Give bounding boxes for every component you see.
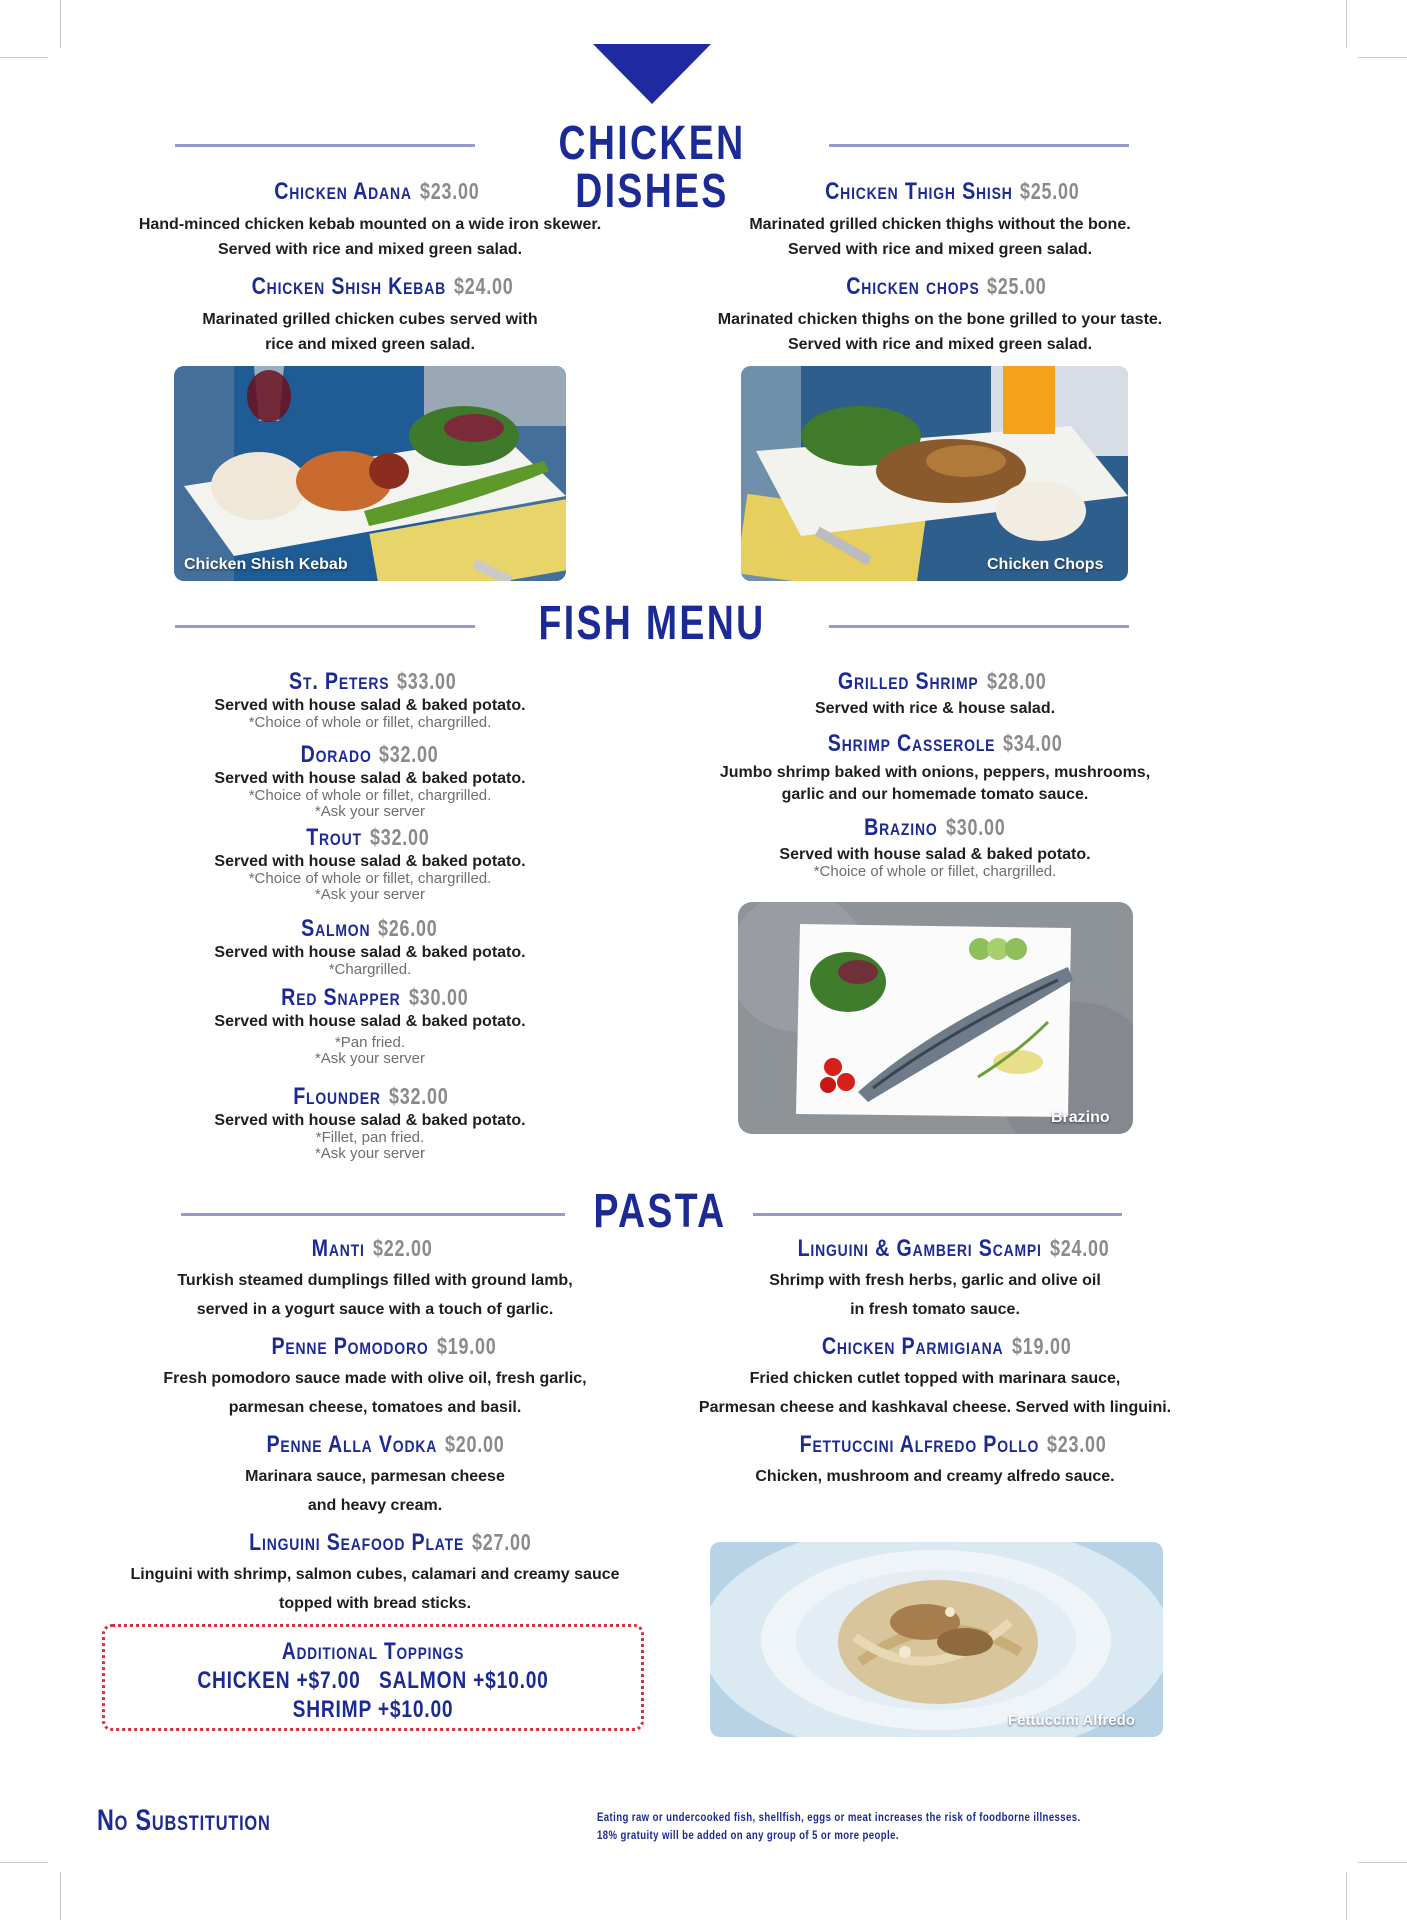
item-note: *Choice of whole or fillet, chargrilled. [248, 870, 492, 887]
section-divider [175, 144, 475, 147]
photo-brazino [738, 902, 1133, 1134]
item-note: *Ask your server [314, 1050, 426, 1067]
item-description: Hand-minced chicken kebab mounted on a wide iron skewer. Served with rice and mixed green salad. [138, 216, 602, 258]
item-name: Penne Pomodoro [271, 1333, 429, 1360]
item-name: Manti [312, 1235, 366, 1262]
item-price: $30.00 [408, 984, 469, 1010]
item-name: Penne Alla Vodka [266, 1431, 437, 1458]
item-price: $32.00 [379, 741, 439, 767]
item-price: $34.00 [1002, 730, 1063, 756]
item-description: Marinara sauce, parmesan cheese and heavy cream. [245, 1468, 505, 1514]
photo-chicken-shish-kebab [174, 366, 566, 581]
item-description: Fresh pomodoro sauce made with olive oil, fresh garlic, parmesan cheese, tomatoes and basil. [163, 1370, 587, 1416]
menu-item-chicken-shish-kebab [90, 275, 650, 357]
crop-mark [1358, 1862, 1407, 1863]
item-price: $25.00 [1020, 178, 1080, 204]
no-substitution-label: No Substitution [97, 1804, 271, 1837]
item-description: Turkish steamed dumplings filled with ground lamb, served in a yogurt sauce with a touch of garlic. [177, 1272, 573, 1318]
item-price: $32.00 [369, 824, 430, 850]
menu-item-linguini-seafood-plate [90, 1531, 660, 1618]
item-name: Linguini & Gamberi Scampi [797, 1235, 1042, 1262]
item-name: Brazino [864, 814, 938, 841]
photo-caption: Fettuccini Alfredo [1008, 1712, 1135, 1729]
item-price: $24.00 [1049, 1235, 1110, 1261]
item-name: Fettuccini Alfredo Pollo [799, 1431, 1039, 1458]
item-description: Served with house salad & baked potato. [214, 770, 526, 787]
footer-disclaimer-line: Eating raw or undercooked fish, shellfish, eggs or meat increases the risk of foodborne illnesses. [597, 1810, 1081, 1824]
item-name: Chicken Shish Kebab [251, 273, 447, 300]
item-description: Served with house salad & baked potato. [214, 944, 526, 961]
item-price: $32.00 [389, 1083, 449, 1109]
item-note: *Choice of whole or fillet, chargrilled. [248, 787, 492, 804]
menu-item-linguini-gamberi-scampi [660, 1237, 1210, 1324]
section-title-pasta: PASTA [593, 1185, 727, 1238]
photo-caption: Chicken Chops [987, 556, 1104, 573]
section-divider [829, 144, 1129, 147]
section-title-chicken: CHICKEN DISHES [558, 117, 746, 218]
item-price: $23.00 [1046, 1431, 1107, 1457]
photo-fettuccini-alfredo [710, 1542, 1163, 1737]
item-name: Chicken Thigh Shish [824, 178, 1013, 205]
top-triangle-marker [593, 44, 711, 104]
item-description: Served with house salad & baked potato. [214, 1013, 526, 1030]
crop-mark [1346, 1872, 1347, 1920]
menu-item-chicken-chops [660, 275, 1220, 357]
food-image [174, 366, 566, 581]
item-name: Linguini Seafood Plate [248, 1529, 464, 1556]
photo-chicken-chops [741, 366, 1128, 581]
item-price: $25.00 [987, 273, 1047, 299]
section-title-fish: FISH MENU [538, 597, 766, 650]
menu-item-chicken-adana [90, 180, 650, 262]
item-price: $19.00 [436, 1333, 497, 1359]
menu-item-flounder [120, 1085, 620, 1162]
item-name: Salmon [300, 915, 370, 942]
food-image [710, 1542, 1163, 1737]
item-note: *Ask your server [314, 886, 426, 903]
item-name: Red Snapper [281, 984, 401, 1011]
item-note: *Choice of whole or fillet, chargrilled. [813, 863, 1057, 880]
menu-item-trout [120, 826, 620, 903]
item-name: Shrimp Casserole [827, 730, 995, 757]
crop-mark [0, 1862, 48, 1863]
item-description: Served with house salad & baked potato. [214, 853, 526, 870]
food-image [738, 902, 1133, 1134]
item-description: Marinated chicken thighs on the bone grilled to your taste. Served with rice and mixed green salad. [717, 311, 1163, 353]
item-note: *Chargrilled. [328, 961, 412, 978]
item-price: $27.00 [471, 1529, 532, 1555]
item-price: $28.00 [986, 668, 1047, 694]
item-description: Jumbo shrimp baked with onions, peppers, mushrooms, garlic and our homemade tomato sauce. [719, 764, 1151, 803]
item-description: Served with house salad & baked potato. [779, 846, 1091, 863]
item-name: Grilled Shrimp [837, 668, 979, 695]
section-divider [753, 1213, 1122, 1216]
menu-item-shrimp-casserole [660, 732, 1210, 806]
item-description: Marinated grilled chicken thighs without the bone. Served with rice and mixed green salad. [749, 216, 1131, 258]
menu-item-chicken-parmigiana [660, 1335, 1210, 1422]
footer-disclaimer [597, 1808, 1109, 1844]
crop-mark [60, 1872, 61, 1920]
item-price: $23.00 [419, 178, 480, 204]
menu-item-manti [90, 1237, 660, 1324]
item-name: Chicken chops [845, 273, 980, 300]
item-description: Served with house salad & baked potato. [214, 1112, 526, 1129]
menu-item-dorado [120, 743, 620, 820]
item-description: Marinated grilled chicken cubes served with rice and mixed green salad. [202, 311, 538, 353]
menu-item-chicken-thigh-shish [660, 180, 1220, 262]
menu-item-grilled-shrimp [660, 670, 1210, 718]
photo-caption: Brazino [1051, 1109, 1110, 1126]
item-description: Linguini with shrimp, salmon cubes, calamari and creamy sauce topped with bread sticks. [130, 1566, 620, 1612]
crop-mark [1346, 0, 1347, 48]
item-note: *Fillet, pan fried. [315, 1129, 425, 1146]
item-description: Chicken, mushroom and creamy alfredo sauce. [755, 1468, 1115, 1485]
section-divider [181, 1213, 565, 1216]
item-note: *Ask your server [314, 803, 426, 820]
item-note: *Ask your server [314, 1145, 426, 1162]
crop-mark [60, 0, 61, 48]
item-description: Shrimp with fresh herbs, garlic and olive oil in fresh tomato sauce. [769, 1272, 1101, 1318]
item-price: $22.00 [373, 1235, 433, 1261]
item-name: Dorado [300, 741, 372, 768]
item-price: $33.00 [397, 668, 457, 694]
food-image [741, 366, 1128, 581]
menu-item-fettuccini-alfredo-pollo [660, 1433, 1210, 1491]
item-name: Flounder [293, 1083, 382, 1110]
menu-item-penne-pomodoro [90, 1335, 660, 1422]
menu-item-brazino [660, 816, 1210, 880]
item-name: Chicken Adana [274, 178, 412, 205]
item-note: *Choice of whole or fillet, chargrilled. [248, 714, 492, 731]
menu-item-salmon [120, 917, 620, 978]
item-note: *Pan fried. [334, 1034, 406, 1051]
menu-item-red-snapper [120, 986, 620, 1067]
item-description: Served with house salad & baked potato. [214, 697, 526, 714]
item-name: Trout [306, 824, 362, 851]
footer-disclaimer-line: 18% gratuity will be added on any group of 5 or more people. [597, 1828, 899, 1842]
item-description: Served with rice & house salad. [814, 700, 1056, 717]
section-divider [175, 625, 475, 628]
menu-item-penne-alla-vodka [90, 1433, 660, 1520]
item-price: $24.00 [454, 273, 514, 299]
menu-item-st-peters [120, 670, 620, 731]
item-price: $30.00 [945, 814, 1006, 840]
item-name: Chicken Parmigiana [821, 1333, 1004, 1360]
item-price: $19.00 [1011, 1333, 1072, 1359]
item-description: Fried chicken cutlet topped with marinara sauce, Parmesan cheese and kashkaval cheese. Served with linguini. [698, 1370, 1172, 1416]
section-divider [829, 625, 1129, 628]
item-name: St. Peters [288, 668, 390, 695]
crop-mark [1358, 57, 1407, 58]
photo-caption: Chicken Shish Kebab [184, 556, 348, 573]
toppings-title: Additional Toppings [281, 1638, 465, 1665]
item-price: $20.00 [444, 1431, 505, 1457]
toppings-line: CHICKEN +$7.00 SALMON +$10.00 [197, 1667, 549, 1694]
item-price: $26.00 [377, 915, 438, 941]
crop-mark [0, 57, 48, 58]
additional-toppings-box [102, 1624, 644, 1731]
toppings-line: SHRIMP +$10.00 [292, 1696, 454, 1723]
